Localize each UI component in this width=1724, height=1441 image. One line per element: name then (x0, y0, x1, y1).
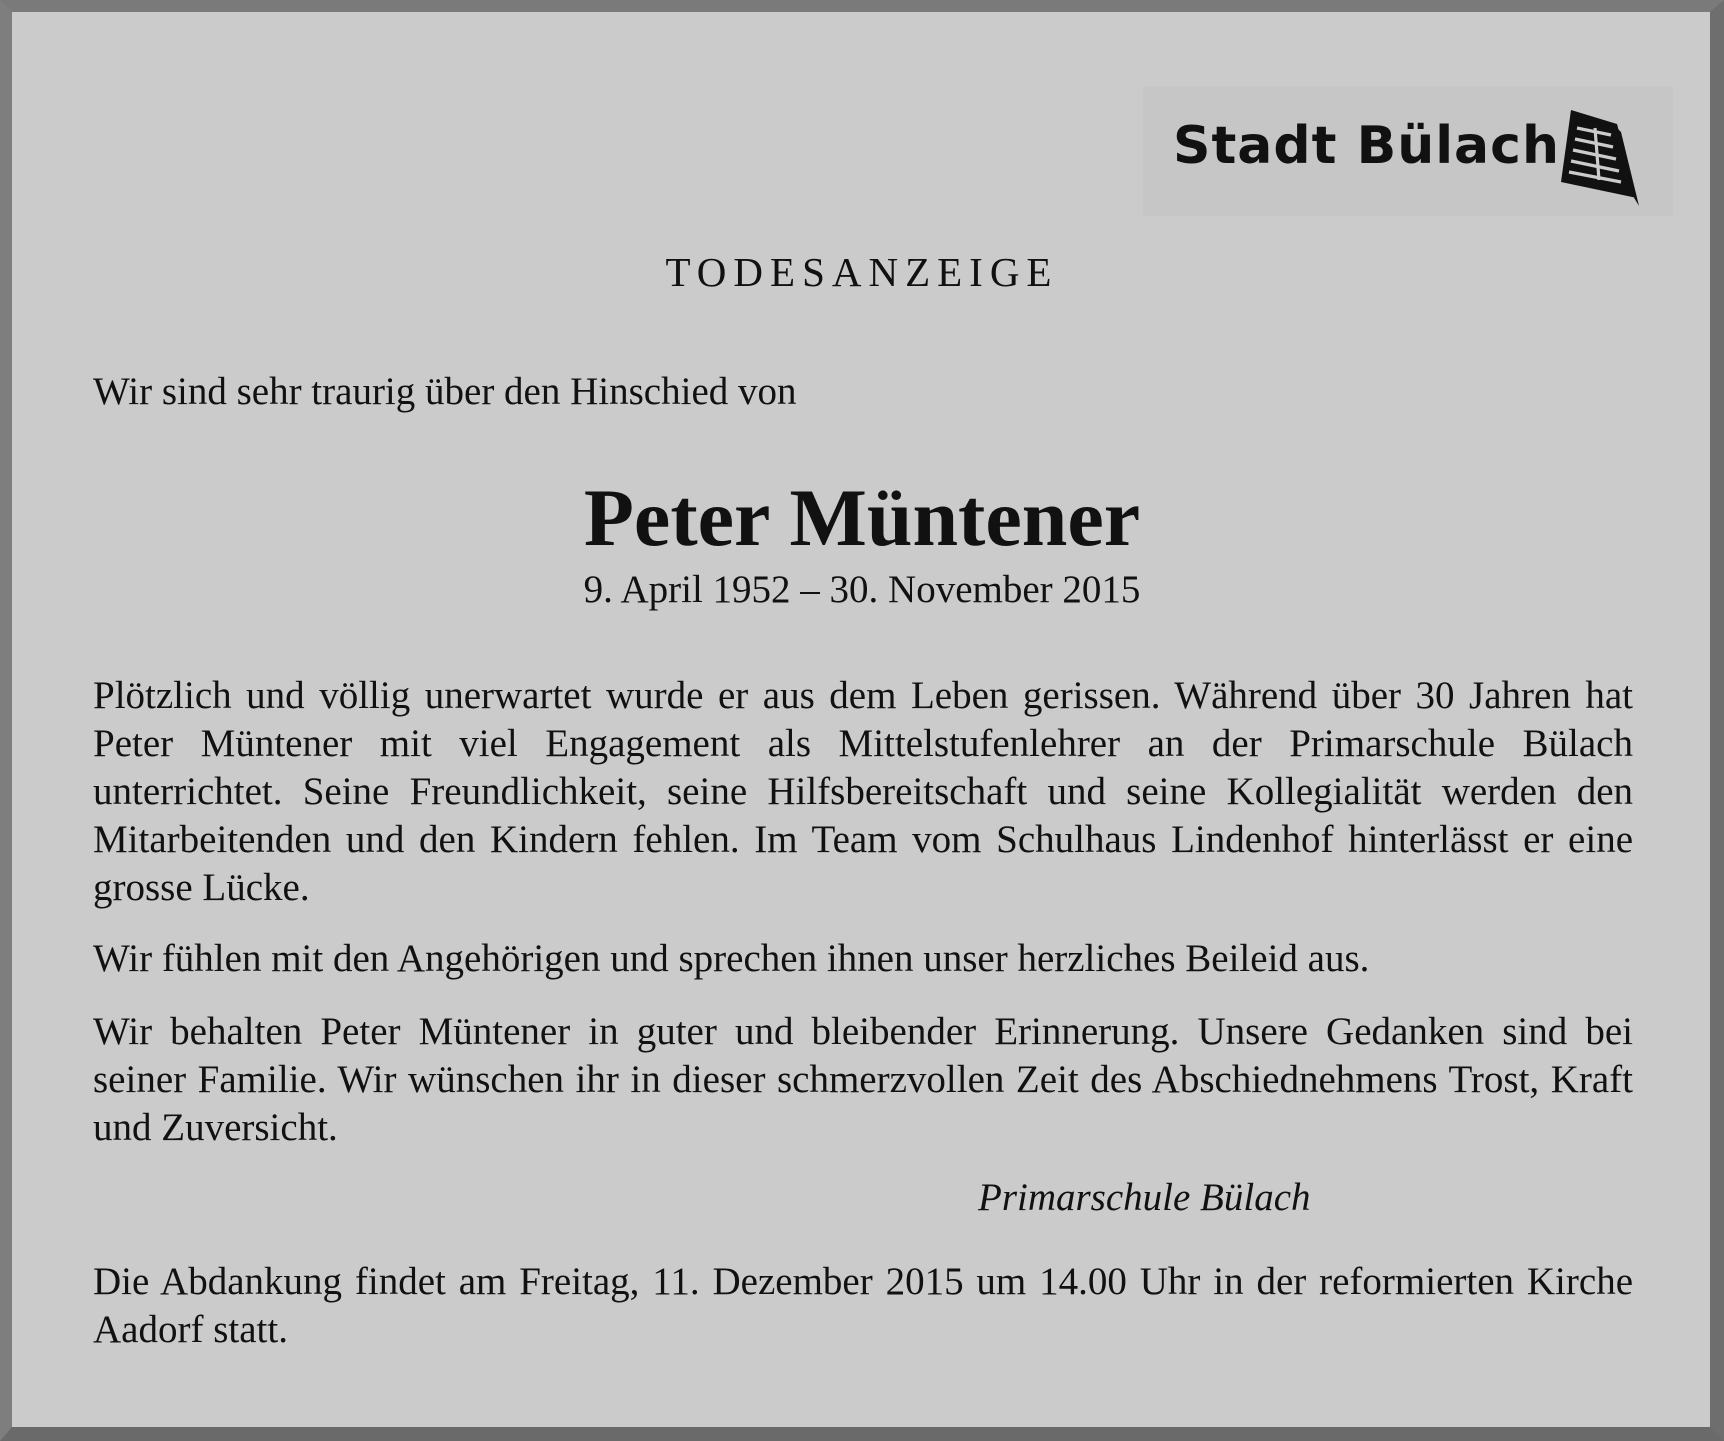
intro-text: Wir sind sehr traurig über den Hinschied von (93, 370, 797, 413)
paragraph-condolence: Wir fühlen mit den Angehörigen und sprechen ihnen unser herzliches Beileid aus. (93, 937, 1370, 980)
paragraph-tribute: Plötzlich und völlig unerwartet wurde er aus dem Leben gerissen. Während über 30 Jahren hat Peter Müntener mit viel Engagement als Mittelstufenlehrer an der Primarschule Bülach unterrichtet. Seine Freundlichkeit, seine Hilfsbereitschaft und seine Kollegialität werden den Mitarbeitenden und den Kindern fehlen. Im Team vom Schulhaus Lindenhof hinterlässt er eine grosse Lücke. (93, 674, 1633, 909)
notice-heading: TODESANZEIGE (665, 249, 1059, 295)
ceremony-info: Die Abdankung findet am Freitag, 11. Dezember 2015 um 14.00 Uhr in der reformierten Kirche Aadorf statt. (93, 1260, 1633, 1351)
signature: Primarschule Bülach (978, 1176, 1311, 1219)
city-crest-icon (1553, 102, 1643, 212)
paragraph-remembrance: Wir behalten Peter Müntener in guter und bleibender Erinnerung. Unsere Gedanken sind bei seiner Familie. Wir wünschen ihr in dieser schmerzvollen Zeit des Abschiednehmens Trost, Kraft und Zuversicht. (93, 1010, 1633, 1149)
logo-text: Stadt Bülach (1173, 116, 1560, 176)
deceased-name: Peter Müntener (583, 472, 1141, 563)
stadt-buelach-logo (1143, 86, 1673, 216)
life-dates: 9. April 1952 – 30. November 2015 (583, 568, 1141, 611)
